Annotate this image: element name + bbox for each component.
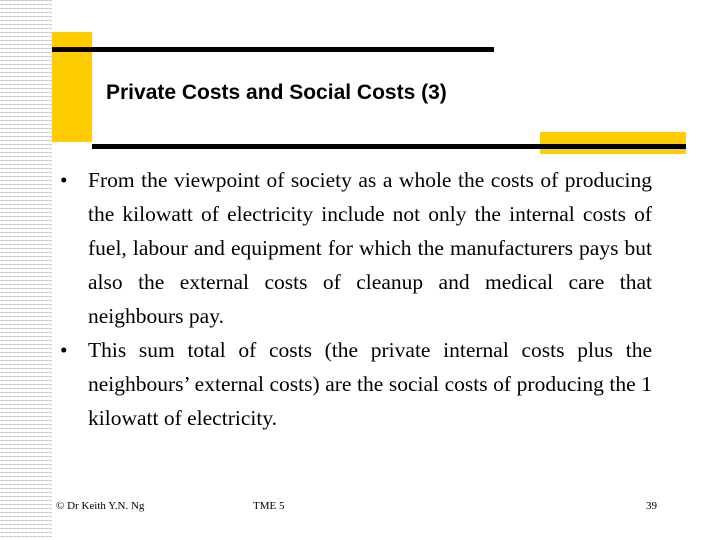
bullet-item [60,163,652,333]
bullet-list [60,163,652,435]
footer-course: TME 5 [253,500,285,512]
bullet-text: From the viewpoint of society as a whole the costs of producing the kilowatt of electricity include not only the internal costs of fuel, labour and equipment for which the manufacturers pays but also the external costs of cleanup and medical care that neighbours pay. [88,168,652,328]
striped-sidebar-decoration [0,0,52,540]
bullet-item [60,333,652,435]
footer-author: © Dr Keith Y.N. Ng [56,500,145,512]
bullet-dot-icon: • [60,338,68,362]
footer-page-number: 39 [646,500,657,512]
bullet-dot-icon: • [60,168,68,192]
slide-title: Private Costs and Social Costs (3) [106,81,447,104]
gold-accent-block-horizontal [540,132,686,154]
bullet-text: This sum total of costs (the private internal costs plus the neighbours’ external costs) are the social costs of producing the 1 kilowatt of electricity. [88,338,652,430]
title-rule-bottom [92,144,686,149]
title-rule-top [52,47,494,52]
